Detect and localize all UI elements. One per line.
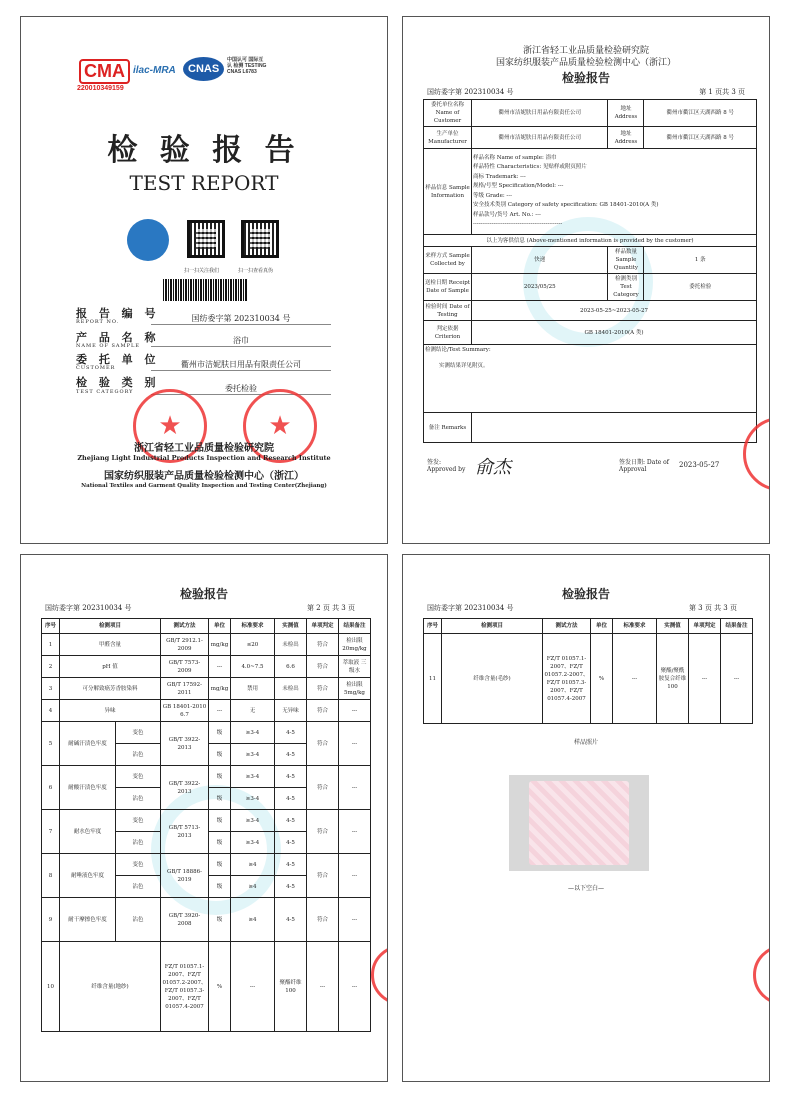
sample-info-line: 规格/号型 Specification/Model: --- [473, 183, 564, 189]
manufacturer-address: 衢州市衢江区天湖西路 8 号 [644, 127, 757, 149]
standard-requirement: --- [231, 942, 275, 1032]
result-note: 检出限 5mg/kg [339, 678, 371, 700]
testing-date: 2023-05-25~2023-05-27 [472, 301, 757, 321]
sub-item: 变色 [116, 810, 161, 832]
ilac-logo: ilac-MRA [133, 65, 176, 76]
report-number: 国纺委字第 202310034 号 [427, 88, 514, 96]
sample-info-line: 等级 Grade: --- [473, 192, 513, 199]
institute-emblem [127, 219, 169, 261]
column-header: 单位 [209, 619, 231, 634]
judgement: 符合 [307, 898, 339, 942]
unit: 级 [209, 766, 231, 788]
standard-requirement: ≥3-4 [231, 788, 275, 810]
column-header: 检测项目 [442, 619, 543, 634]
results-table [41, 618, 371, 1032]
sub-item: 变色 [116, 766, 161, 788]
test-item: pH 值 [60, 656, 161, 678]
institute-name-en: Zhejiang Light Industrial Products Inspection and Research Institute [77, 454, 331, 462]
test-item: 耐碱汗渍色牢度 [60, 722, 116, 766]
sample-quantity: 1 条 [644, 247, 757, 274]
row-number: 3 [42, 678, 60, 700]
table-header [424, 619, 753, 634]
column-header: 结果备注 [339, 619, 371, 634]
unit: 级 [209, 744, 231, 766]
standard-requirement: ≥3-4 [231, 744, 275, 766]
page-title: 检验报告 [179, 587, 228, 601]
table-row [42, 700, 371, 722]
collected-by: 快递 [472, 247, 608, 274]
cell-label: 生产单位 Manufacturer [424, 127, 472, 149]
result-note: --- [339, 810, 371, 854]
standard-requirement: ≥3-4 [231, 766, 275, 788]
standard-requirement: 禁用 [231, 678, 275, 700]
field-label-en: NAME OF SAMPLE [76, 343, 140, 349]
sub-item: 沾色 [116, 832, 161, 854]
judgement: 符合 [307, 766, 339, 810]
field-label-en: TEST CATEGORY [76, 389, 134, 395]
column-header: 实测值 [657, 619, 689, 634]
test-method: GB/T 18886-2019 [161, 854, 209, 898]
criterion: GB 18401-2010(A 类) [472, 321, 757, 345]
cnas-caption: 中国认可 国际互认 检测 TESTING CNAS L6783 [227, 57, 267, 75]
table-row [424, 634, 753, 724]
unit: --- [209, 700, 231, 722]
customer-note: 以上为客供信息 (Above-mentioned information is provided by the customer) [424, 235, 757, 247]
page-number: 第 1 页共 3 页 [699, 88, 745, 96]
institute-name: 浙江省轻工业品质量检验研究院 [522, 46, 649, 56]
cell-label: 地址 Address [608, 100, 644, 127]
barcode [163, 279, 248, 301]
test-item: 纤维含量(毛纱) [442, 634, 543, 724]
unit: --- [209, 656, 231, 678]
unit: 级 [209, 854, 231, 876]
sample-info-line: 安全技术类别 Category of safety specification: GB 18401-2010(A 类) [473, 202, 659, 208]
signature: 俞杰 [475, 457, 511, 478]
unit: mg/kg [209, 634, 231, 656]
customer-name: 衢州市洁妮肤日用品有限责任公司 [472, 100, 608, 127]
row-number: 10 [42, 942, 60, 1032]
test-method: FZ/T 01057.1-2007、FZ/T 01057.2-2007、FZ/T 01057.3-2007、FZ/T 01057.4-2007 [543, 634, 591, 724]
standard-requirement: ≥3-4 [231, 832, 275, 854]
test-summary [424, 345, 757, 413]
result-note: --- [339, 854, 371, 898]
cnas-logo: CNAS [183, 57, 224, 81]
result-note: --- [339, 766, 371, 810]
cell-label: 判定依据 Criterion [424, 321, 472, 345]
test-method: GB/T 7573-2009 [161, 656, 209, 678]
sample-info [472, 149, 757, 235]
standard-requirement: ≥4 [231, 854, 275, 876]
cell-label: 备注 Remarks [424, 413, 472, 443]
qr-caption: 扫一扫查看真伪 [238, 268, 274, 274]
cover-title-cn: 检 验 报 告 [107, 133, 301, 168]
cell-label: 送检日期 Receipt Date of Sample [424, 274, 472, 301]
table-row [42, 810, 371, 832]
report-number: 国纺委字第 202310034 号 [151, 313, 331, 325]
column-header: 测试方法 [543, 619, 591, 634]
measured-value: 4-5 [275, 876, 307, 898]
page-number: 第 2 页 共 3 页 [306, 604, 355, 612]
measured-value: 4-5 [275, 854, 307, 876]
cell-label: 来样方式 Sample Collected by [424, 247, 472, 274]
receipt-date: 2023/05/25 [472, 274, 608, 301]
approval-date: 2023-05-27 [679, 461, 720, 469]
field-label: 委 托 单 位 [76, 353, 160, 366]
standard-requirement: ≥3-4 [231, 810, 275, 832]
sub-item: 沾色 [116, 876, 161, 898]
manufacturer-name: 衢州市洁妮肤日用品有限责任公司 [472, 127, 608, 149]
unit: mg/kg [209, 678, 231, 700]
table-row [42, 766, 371, 788]
row-number: 9 [42, 898, 60, 942]
report-number: 国纺委字第 202310034 号 [427, 604, 514, 612]
approval-date-label: 签发日期: Date of Approval [619, 459, 670, 473]
report-page-2 [20, 554, 388, 1082]
sample-info-line: 商标 Trademark: --- [473, 173, 526, 180]
test-method: GB/T 3922-2013 [161, 766, 209, 810]
institute-name-cn: 浙江省轻工业品质量检验研究院 [134, 443, 274, 454]
sub-item: 沾色 [116, 788, 161, 810]
cover-title-en: TEST REPORT [129, 171, 279, 195]
sub-item: 沾色 [116, 744, 161, 766]
sample-info-line: 样品名称 Name of sample: 浴巾 [473, 154, 557, 161]
sample-info-line: ------------------------------------------------ [473, 221, 563, 227]
table-row [42, 722, 371, 744]
judgement: 符合 [307, 678, 339, 700]
photo-label: 样品照片 [573, 739, 598, 746]
unit: 级 [209, 876, 231, 898]
report-page-3 [402, 554, 770, 1082]
measured-value: 未检出 [275, 634, 307, 656]
remarks [472, 413, 757, 443]
standard-requirement: --- [613, 634, 657, 724]
standard-requirement: ≤20 [231, 634, 275, 656]
row-number: 6 [42, 766, 60, 810]
test-item: 异味 [60, 700, 161, 722]
column-header: 结果备注 [721, 619, 753, 634]
table-row [42, 898, 371, 942]
standard-requirement: ≥3-4 [231, 722, 275, 744]
standard-requirement: 4.0~7.5 [231, 656, 275, 678]
sub-item: 变色 [116, 854, 161, 876]
test-item: 耐唾液色牢度 [60, 854, 116, 898]
standard-requirement: ≥4 [231, 876, 275, 898]
column-header: 标准要求 [231, 619, 275, 634]
standard-requirement: 无 [231, 700, 275, 722]
measured-value: 4-5 [275, 766, 307, 788]
table-row [42, 634, 371, 656]
test-item: 可分解致癌芳香胺染料 [60, 678, 161, 700]
standard-requirement: ≥4 [231, 898, 275, 942]
row-number: 11 [424, 634, 442, 724]
judgement: 符合 [307, 722, 339, 766]
report-info-table [423, 99, 757, 443]
sample-info-line: 样品特性 Characteristics: 见贴样或附页照片 [473, 164, 587, 170]
column-header: 单项判定 [307, 619, 339, 634]
unit: 级 [209, 722, 231, 744]
field-label-en: CUSTOMER [76, 365, 116, 371]
test-method: FZ/T 01057.1-2007、FZ/T 01057.2-2007、FZ/T 01057.3-2007、FZ/T 01057.4-2007 [161, 942, 209, 1032]
table-row [42, 854, 371, 876]
field-label-en: REPORT NO. [76, 319, 120, 325]
column-header: 序号 [42, 619, 60, 634]
test-method: GB/T 3920-2008 [161, 898, 209, 942]
judgement: 符合 [307, 634, 339, 656]
measured-value: 聚酯/聚酰胺复合纤维 100 [657, 634, 689, 724]
page-number: 第 3 页 共 3 页 [688, 604, 737, 612]
center-name: 国家纺织服装产品质量检验检测中心（浙江） [495, 58, 676, 68]
measured-value: 无异味 [275, 700, 307, 722]
center-name-en: National Textiles and Garment Quality Inspection and Testing Center(Zhejiang) [81, 483, 327, 489]
test-item: 耐水色牢度 [60, 810, 116, 854]
measured-value: 4-5 [275, 744, 307, 766]
column-header: 单位 [591, 619, 613, 634]
cell-label: 样品数量 Sample Quantity [608, 247, 644, 274]
row-number: 4 [42, 700, 60, 722]
field-label: 报 告 编 号 [76, 307, 160, 320]
judgement: --- [689, 634, 721, 724]
sub-item: 变色 [116, 722, 161, 744]
result-note: --- [339, 942, 371, 1032]
measured-value: 4-5 [275, 810, 307, 832]
page-title: 检验报告 [561, 71, 610, 85]
field-label: 产 品 名 称 [76, 331, 160, 344]
sub-item: 沾色 [116, 898, 161, 942]
test-method: GB 18401-2010 6.7 [161, 700, 209, 722]
judgement: 符合 [307, 700, 339, 722]
unit: 级 [209, 898, 231, 942]
field-label: 检 验 类 别 [76, 376, 160, 389]
seal-stamp-icon: ★ [133, 389, 207, 463]
test-method: GB/T 17592-2011 [161, 678, 209, 700]
result-note: --- [339, 700, 371, 722]
qr-code-follow [187, 220, 225, 258]
unit: 级 [209, 810, 231, 832]
report-page-1 [402, 16, 770, 544]
measured-value: 4-5 [275, 898, 307, 942]
sample-info-line: 样品款号/货号 Art. No.: --- [473, 211, 541, 218]
column-header: 检测项目 [60, 619, 161, 634]
cma-number: 220010349159 [77, 85, 124, 92]
column-header: 序号 [424, 619, 442, 634]
customer-address: 衢州市衢江区天湖西路 8 号 [644, 100, 757, 127]
approved-label: 签发: Approved by [427, 459, 466, 473]
cell-label: 样品信息 Sample Information [424, 149, 472, 235]
summary-text: 实测结果详见附页。 [439, 363, 489, 369]
measured-value: 4-5 [275, 788, 307, 810]
result-note: 萃取液 三级水 [339, 656, 371, 678]
results-table [423, 618, 753, 724]
unit: % [591, 634, 613, 724]
row-number: 5 [42, 722, 60, 766]
row-number: 1 [42, 634, 60, 656]
table-row [42, 942, 371, 1032]
sample-name: 浴巾 [151, 335, 331, 347]
test-method: GB/T 2912.1-2009 [161, 634, 209, 656]
cell-label: 检测类别 Test Category [608, 274, 644, 301]
seal-stamp-icon: ★ [243, 389, 317, 463]
customer-name: 衢州市洁妮肤日用品有限责任公司 [151, 359, 331, 371]
summary-label: 检测结论/Test Summary: [425, 347, 491, 353]
table-row [42, 678, 371, 700]
judgement: 符合 [307, 854, 339, 898]
result-note: --- [339, 722, 371, 766]
seal-stamp-icon [753, 945, 770, 1005]
row-number: 8 [42, 854, 60, 898]
report-number: 国纺委字第 202310034 号 [45, 604, 132, 612]
test-category: 委托检验 [151, 383, 331, 395]
test-item: 纤维含量(地纱) [60, 942, 161, 1032]
column-header: 实测值 [275, 619, 307, 634]
judgement: 符合 [307, 810, 339, 854]
cma-logo: CMA [79, 59, 130, 84]
test-category: 委托检验 [644, 274, 757, 301]
unit: % [209, 942, 231, 1032]
cell-label: 地址 Address [608, 127, 644, 149]
center-name-cn: 国家纺织服装产品质量检验检测中心（浙江） [104, 471, 304, 482]
test-method: GB/T 3922-2013 [161, 722, 209, 766]
table-row [42, 656, 371, 678]
seal-stamp-icon [371, 945, 388, 1005]
sample-photo [509, 775, 649, 871]
cell-label: 委托单位名称 Name of Customer [424, 100, 472, 127]
measured-value: 4-5 [275, 722, 307, 744]
test-item: 耐干摩擦色牢度 [60, 898, 116, 942]
qr-caption: 扫一扫关注我们 [184, 268, 220, 274]
test-item: 甲醛含量 [60, 634, 161, 656]
unit: 级 [209, 832, 231, 854]
cover-page [20, 16, 388, 544]
measured-value: 未检出 [275, 678, 307, 700]
qr-code-verify [241, 220, 279, 258]
column-header: 单项判定 [689, 619, 721, 634]
column-header: 标准要求 [613, 619, 657, 634]
measured-value: 6.6 [275, 656, 307, 678]
column-header: 测试方法 [161, 619, 209, 634]
result-note: 检出限 20mg/kg [339, 634, 371, 656]
measured-value: 聚酯纤维 100 [275, 942, 307, 1032]
judgement: 符合 [307, 656, 339, 678]
measured-value: 4-5 [275, 832, 307, 854]
end-note: —以下空白— [567, 885, 604, 892]
unit: 级 [209, 788, 231, 810]
result-note: --- [339, 898, 371, 942]
judgement: --- [307, 942, 339, 1032]
result-note: --- [721, 634, 753, 724]
page-title: 检验报告 [561, 587, 610, 601]
test-method: GB/T 5713-2013 [161, 810, 209, 854]
row-number: 2 [42, 656, 60, 678]
table-header [42, 619, 371, 634]
row-number: 7 [42, 810, 60, 854]
cell-label: 检验时间 Date of Testing [424, 301, 472, 321]
test-item: 耐酸汗渍色牢度 [60, 766, 116, 810]
